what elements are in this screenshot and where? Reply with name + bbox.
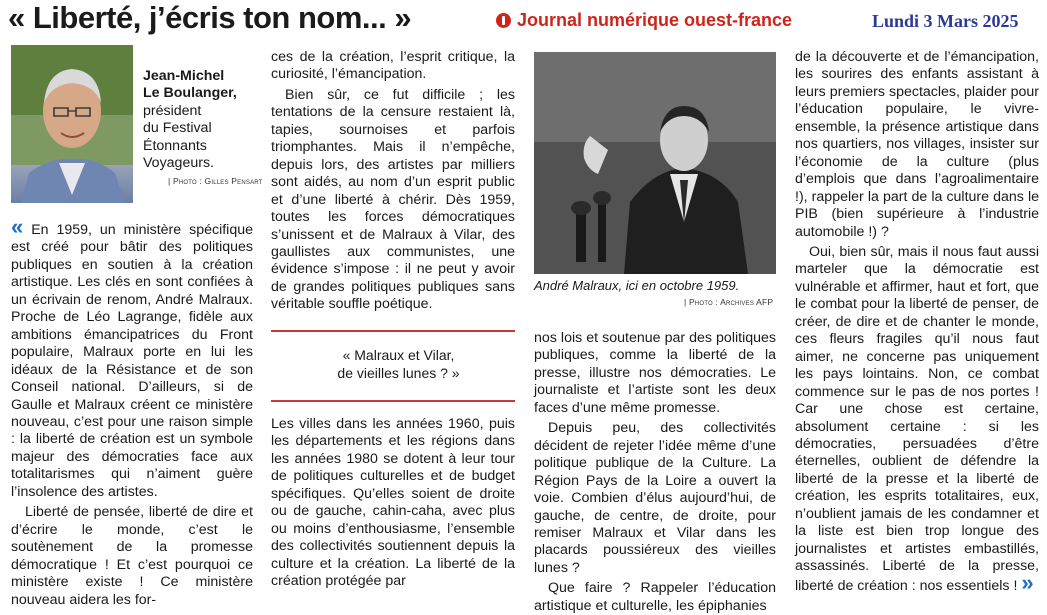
paragraph: Depuis peu, des collectivités décident de rejeter l’idée même d’une politique publique de la Culture. La Région Pays de la Loire a ouvert la voie. Combien d’élus aujourd’hui, de gauche, de centre, de droite, pour remiser Malraux et Vilar dans les placards poussiéreux des vieilles lunes ? (534, 420, 776, 576)
paragraph: Les villes dans les années 1960, puis les départements et les régions dans les années 1980 se dotent à leur tour de politiques culturelles et de budget spécifiques. Qu’elles soient de droite ou de gauche, cahin-caha, avec plus ou moins d’enthousiasme, l’ensemble des collectivités soutiennent depuis la culture et la création. La liberté de la création protégée par (271, 416, 515, 590)
author-role-line: Étonnants (143, 137, 207, 154)
malraux-photo (534, 52, 776, 274)
author-photo-credit: | Photo : Gilles Pensart (168, 176, 263, 186)
pull-quote-line: de vieilles lunes ? » (337, 365, 460, 381)
photo-credit: | Photo : Archives AFP (684, 297, 774, 307)
author-portrait (11, 45, 133, 203)
paragraph: nos lois et soutenue par des politiques publiques, comme la liberté de la presse, illustre nos démocraties. Le journaliste et l’artiste sont les deux faces d’une même promesse. (534, 330, 776, 416)
pull-quote-line: « Malraux et Vilar, (342, 347, 455, 363)
author-name-line1: Jean-Michel (143, 68, 225, 84)
article-column-3 (534, 330, 776, 615)
issue-date: Lundi 3 Mars 2025 (872, 11, 1019, 31)
paragraph: Liberté de pensée, liberté de dire et d’écrire le monde, c’est le soutènement de la promesse démocratique ! Et c’est pourquoi ce ministère existe ! Ce ministère nouveau aidera les for- (11, 504, 253, 608)
open-quote-icon: « (11, 214, 24, 239)
photo-caption: André Malraux, ici en octobre 1959. (534, 278, 740, 293)
article-column-2-top (271, 49, 515, 314)
author-role (143, 103, 214, 173)
paragraph (795, 244, 1039, 595)
author-name-line2: Le Boulanger, (143, 85, 237, 102)
ouest-france-logo-icon (496, 13, 511, 28)
paragraph-text: Oui, bien sûr, mais il nous faut aussi marteler que la démocratie est vulnérable et affirmer, haut et fort, que le combat pour la liberté de penser, de créer, de dire et de chanter le monde, ces fleurs fragiles qu’il nous faut aimer, ne concerne pas uniquement les pays lointains. Non, ce combat commence sur le pas de nos portes ! Car une chose est certaine, absolument certaine : si les démocraties, persuadées d’être éternelles, oublient de défendre la liberté de la presse et la liberté de création, les esprits totalitaires, eux, n’oublient jamais de les condamner et la liste est bien trop longue des journalistes et artistes embastillés, assassinés. Liberté de la presse, liberté de création : nos essentiels ! (795, 243, 1039, 594)
close-quote-icon: » (1021, 569, 1034, 595)
paragraph: Que faire ? Rappeler l’éducation artistique et culturelle, les épiphanies (534, 580, 776, 614)
article-column-4 (795, 49, 1039, 595)
brand (496, 10, 792, 31)
malraux-photo-image (534, 52, 776, 274)
article-column-1 (11, 214, 253, 609)
paragraph-text: En 1959, un ministère spécifique est créé pour bâtir des politiques publiques en soutien à la création artistique. Les clés en sont confiées à un écrivain de renom, André Malraux. Proche de Léo Lagrange, fidèle aux ambitions émancipatrices du Front populaire, Malraux porte en lui les idéaux de la Résistance et de son Conseil national. D’ailleurs, si de Gaulle et Malraux créent ce ministère nouveau, c’est pour une raison simple : la liberté de création est un symbole majeur des démocraties face aux totalitarismes qui n’aiment guère l’insolence des artistes. (11, 222, 253, 500)
author-name (143, 68, 237, 103)
paragraph: de la découverte et de l’émancipation, les sourires des enfants assistant à leurs premiers spectacles, plaider pour l’éducation populaire, le vivre-ensemble, la présence artistique dans nos quartiers, nos villages, insister sur l’économie de la culture (plus d’emplois que dans l’agroalimentaire !), rappeler la part de la culture dans le PIB (bien supérieure à l’industrie automobile !) ? (795, 49, 1039, 240)
author-portrait-image (11, 45, 133, 203)
paragraph (11, 214, 253, 501)
brand-name: Journal numérique ouest-france (517, 10, 793, 30)
divider (271, 330, 515, 332)
paragraph: Bien sûr, ce fut difficile ; les tentations de la censure restaient là, tapies, sournoises et parfois triomphantes. Mais il n’empêche, depuis lors, des artistes par milliers sont aidés, au nom d’un esprit public et d’une liberté à chérir. Dès 1959, toutes les forces démocratiques s’unissent et de Malraux à Vilar, des gaullistes aux communistes, une évidence s’impose : il ne peut y avoir de grandes politiques publiques sans véritable souffle poétique. (271, 86, 515, 313)
divider (271, 400, 515, 402)
headline: « Liberté, j’écris ton nom... » (8, 0, 412, 35)
author-role-line: Voyageurs. (143, 155, 214, 172)
article-column-2-bottom (271, 416, 515, 591)
pull-quote (271, 346, 526, 382)
author-role-line: président (143, 103, 202, 119)
paragraph: ces de la création, l’esprit critique, la curiosité, l’émancipation. (271, 49, 515, 83)
author-role-line: du Festival (143, 120, 212, 137)
